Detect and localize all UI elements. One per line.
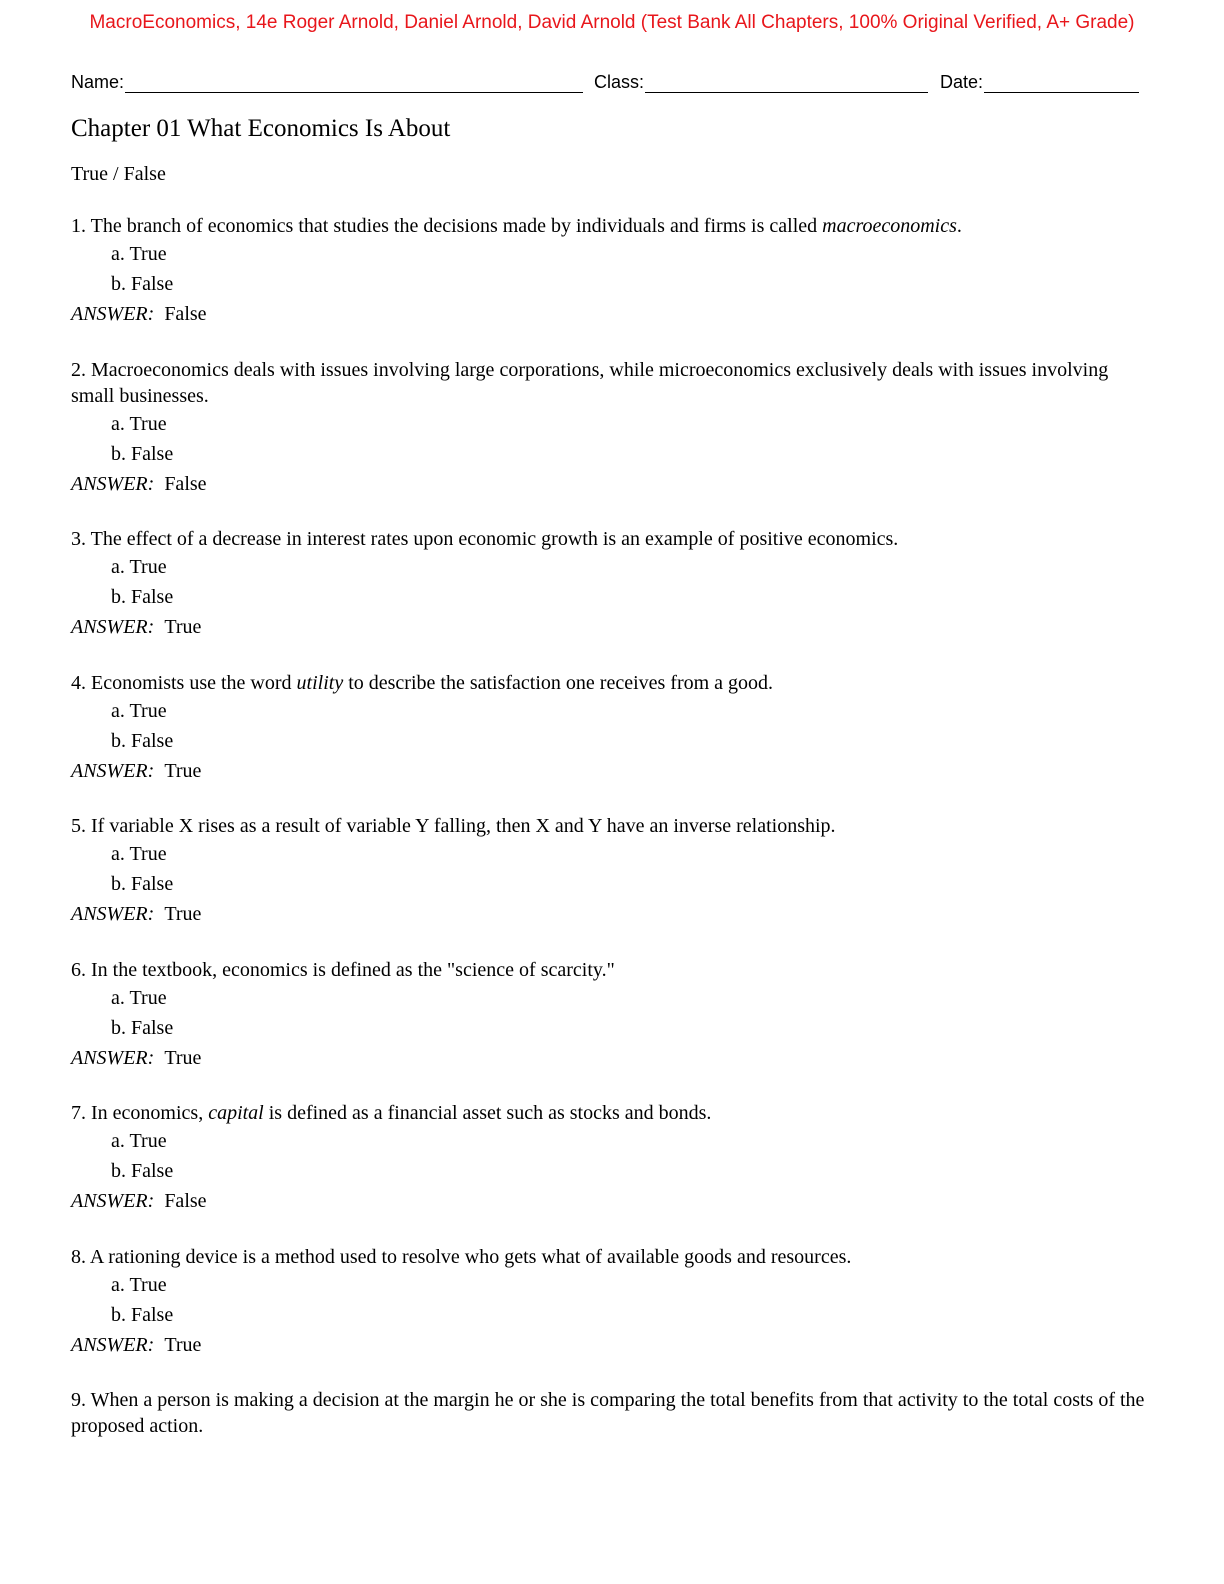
answer-line: [71, 899, 1146, 930]
answer-value: False: [164, 1190, 207, 1212]
question-4: [71, 670, 1146, 787]
date-label: Date:: [940, 72, 984, 92]
question-number: 8.: [71, 1246, 86, 1268]
question-number: 3.: [71, 528, 86, 550]
answer-line: [71, 299, 1146, 330]
answer-value: True: [164, 1047, 202, 1069]
option-a: a. True: [111, 700, 167, 722]
name-field: [71, 72, 583, 93]
question-1: [71, 213, 1146, 330]
answer-label: ANSWER:: [71, 473, 155, 495]
option-a: a. True: [111, 413, 167, 435]
question-text: 5. If variable X rises as a result of variable Y falling, then X and Y have an inverse relationship.: [71, 815, 836, 837]
student-info-fields: [71, 72, 1141, 98]
question-text: 4. Economists use the word utility to describe the satisfaction one receives from a good.: [71, 672, 774, 694]
class-field: [594, 72, 928, 93]
question-2: [71, 357, 1146, 500]
question-3: [71, 526, 1146, 643]
question-5: [71, 813, 1146, 930]
answer-label: ANSWER:: [71, 1334, 155, 1356]
name-blank-line: [125, 74, 583, 93]
option-b: b. False: [111, 273, 174, 295]
answer-line: [71, 1186, 1146, 1217]
question-text: 6. In the textbook, economics is defined as the "science of scarcity.": [71, 959, 615, 981]
chapter-title: Chapter 01 What Economics Is About: [71, 115, 451, 142]
option-b: b. False: [111, 1017, 174, 1039]
answer-label: ANSWER:: [71, 1190, 155, 1212]
question-number: 9.: [71, 1389, 86, 1411]
answer-line: [71, 1043, 1146, 1074]
question-number: 5.: [71, 815, 86, 837]
option-b: b. False: [111, 730, 174, 752]
option-b: b. False: [111, 586, 174, 608]
italic-term: capital: [208, 1102, 264, 1124]
section-title: True / False: [71, 163, 166, 185]
question-text: 9. When a person is making a decision at the margin he or she is comparing the total benefits from that activity to the total costs of the proposed action.: [71, 1389, 1145, 1437]
question-number: 7.: [71, 1102, 86, 1124]
question-6: [71, 957, 1146, 1074]
italic-term: utility: [296, 672, 344, 694]
option-a: a. True: [111, 843, 167, 865]
date-field: [940, 72, 1139, 93]
option-a: a. True: [111, 1274, 167, 1296]
question-text: 1. The branch of economics that studies the decisions made by individuals and firms is called macroeconomics.: [71, 215, 962, 237]
option-a: a. True: [111, 243, 167, 265]
option-a: a. True: [111, 556, 167, 578]
answer-value: True: [164, 616, 202, 638]
class-label: Class:: [594, 72, 645, 92]
answer-value: False: [164, 473, 207, 495]
option-b: b. False: [111, 1304, 174, 1326]
answer-line: [71, 1330, 1146, 1361]
question-text: 8. A rationing device is a method used to resolve who gets what of available goods and resources.: [71, 1246, 852, 1268]
question-text: 3. The effect of a decrease in interest rates upon economic growth is an example of positive economics.: [71, 528, 899, 550]
name-label: Name:: [71, 72, 125, 92]
title-banner: MacroEconomics, 14e Roger Arnold, Daniel Arnold, David Arnold (Test Bank All Chapters, 100% Original Verified, A+ Grade): [89, 12, 1135, 33]
answer-value: False: [164, 303, 207, 325]
answer-label: ANSWER:: [71, 903, 155, 925]
question-7: [71, 1100, 1146, 1217]
question-8: [71, 1244, 1146, 1361]
answer-value: True: [164, 760, 202, 782]
question-number: 1.: [71, 215, 86, 237]
option-b: b. False: [111, 1160, 174, 1182]
answer-value: True: [164, 1334, 202, 1356]
italic-term: macroeconomics: [822, 215, 957, 237]
date-blank-line: [984, 74, 1139, 93]
answer-value: True: [164, 903, 202, 925]
question-number: 2.: [71, 359, 86, 381]
answer-line: [71, 469, 1146, 500]
question-text: 7. In economics, capital is defined as a financial asset such as stocks and bonds.: [71, 1102, 712, 1124]
answer-label: ANSWER:: [71, 616, 155, 638]
option-a: a. True: [111, 1130, 167, 1152]
question-number: 6.: [71, 959, 86, 981]
answer-label: ANSWER:: [71, 1047, 155, 1069]
answer-line: [71, 612, 1146, 643]
answer-label: ANSWER:: [71, 303, 155, 325]
option-a: a. True: [111, 987, 167, 1009]
class-blank-line: [645, 74, 928, 93]
option-b: b. False: [111, 873, 174, 895]
question-number: 4.: [71, 672, 86, 694]
question-text: 2. Macroeconomics deals with issues involving large corporations, while microeconomics exclusively deals with issues involving small businesses.: [71, 359, 1109, 407]
answer-label: ANSWER:: [71, 760, 155, 782]
question-9: [71, 1387, 1146, 1439]
answer-line: [71, 756, 1146, 787]
option-b: b. False: [111, 443, 174, 465]
